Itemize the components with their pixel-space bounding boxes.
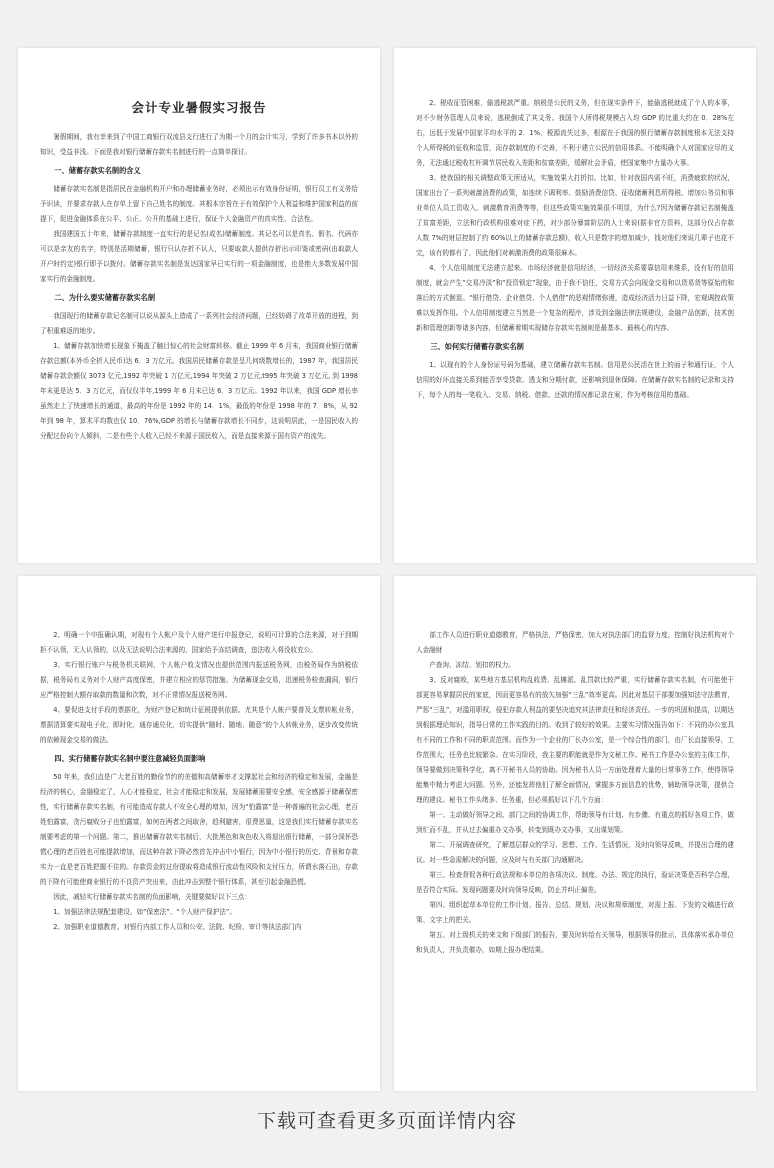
paragraph: 4、要促进支付手段的票据化，为财产登记和统计征税提供依据。尤其是个人帐户要普及支票转帐业务，票据清算要实现电子化，即时化，通存通兑化，切实提供“随时、随地、随意”的个人转帐业务，逐步改变传统的依赖现金交易的做法。 xyxy=(40,706,358,744)
paragraph: 第一、主动做好领导之间、部门之间的协调工作，帮助领导有计划、有步骤、有重点的抓好各项工作，做到忙而不乱，并从过去偏重办文办事，转变到既办文办事，又出谋划策。 xyxy=(416,811,734,834)
paragraph: 我国建国五十年来，储蓄存款制度一直实行的是记名(或名)储蓄制度。其记名可以是真名、假名、代码亦可以是亲友的名字，特别是活期储蓄，银行只认存折不认人，只要取款人提供存折出示印鉴或密码(由取款人开户时约定)银行即予以拨付。储蓄存款实名制是发达国家早已实行的一项金融制度，也是绝大多数发展中国家实行的金融制度。 xyxy=(40,230,358,283)
section-heading: 三、如何实行储蓄存款实名制 xyxy=(430,342,524,351)
paragraph: 50 年来，我们直是广大老百姓的勤俭节约的美德和高储蓄率才支撑起社会和经济的稳定和发展，金融是经济的核心，金融稳定了，人心才能稳定，社会才能稳定和发展，发展储蓄需要安全感，安全感源于储蓄保密性，实行储蓄存款实名制，有可能造成存款人不安全心理的增加，因为“怕露富”是一种普遍的社会心理，老百姓怕露富，贪污腐败分子也怕露富，如何在两者之间取舍，趋利避害，很费思量，这是我们实行储蓄存款实名制要考虑的第一个问题。第二，推出储蓄存款实名制后，大批黑色和灰色收入将退出银行储蓄，一部分深怀恐慌心理的老百姓也可能提款增加，而这种存款下降必然首先冲击中小银行，因为中小银行的历史、背景和存款实力一直是老百姓把握不住的。存款资金的过份提取将造成银行流动性风险和支付压力，所谓水落石出，存款的下降有可能使商业银行的不良资产突出来，由此冲击到整个银行体系，甚至引起金融恐慌。 xyxy=(40,773,358,886)
paragraph: 2、税收征管困难，偷逃税款严重。纳税是公民的义务，但在现实条件下，能偷逃税就成了个人的本事，对不少财务管理人员来说，逃税倒成了其义务。我国个人所得税规模占入均 GDP 的比重大约在 0．28%左右，远低于发展中国家平均水平的 2．1%，税源流失过多，根源在于我国的银行储蓄存款制度根本无法支持个人所得税的征收和监管，而存款制度的不完善，不利于建立公民的信用体系。不能明确个人对国家应尽的义务，无法通过税收杠杆调节居民收入差距和贫富差距，缓解社会矛盾，使国家集中力量办大事。 xyxy=(416,99,734,167)
document-page-1 xyxy=(18,48,380,563)
paragraph: 产查询、冻结、划扣的权力。 xyxy=(429,661,515,669)
download-more-link[interactable]: 下载可查看更多页面详情内容 xyxy=(256,1110,517,1132)
paragraph: 1、以现有的个人身份证号码为基础，建立储蓄存款实名制。信用是公民活在世上的面子和通行证，个人信用的好坏直接关系到能否享受贷款、透支和分期付款，还影响到退休保障。在储蓄存款实名制的记录和支持下，每个人的每一笔收入、交易、纳税、借款、还款的情况都记录在案，作为考核信用的基础。 xyxy=(416,361,734,399)
paragraph: 第三、检查督促各种行政法规和本单位的各项决议、制度、办法、规定的执行，验证决策是否科学合理，是否符合实际。发现问题要及时向领导反映，防止并纠正偏差。 xyxy=(416,871,734,894)
paragraph: 2、加强职业道德教育。对银行内部工作人员和公安、法院、纪检、审计等执法部门内 xyxy=(53,923,302,931)
page-body xyxy=(40,628,358,935)
paragraph: 1、储蓄存款加快增长现象下掩盖了触目惊心的社会财富转移。截止 1999 年 6 月末，我国商业银行储蓄存款总额(本外币全折人民币)达 6．3 万亿元。我国居民储蓄存款是呈几何级数增长的，1987 年，我国居民储蓄存款余额仅 3073 亿元,1992 年突破 1 万亿元,1994 年突破 2 万亿元,t995 年突破 3 万亿元, 到 1998 年末更是达 5．3 万亿元，而仅仅半年,1999 年 6 月末已达 6．3 万亿元。1992 年以来，我国 GDP 增长率虽然走上了快速增长的通道，最高的年份是 1992 年的 14．1%，最低的年份是 1998 年的 7．8%，从 92 年到 98 年，算术平均数也仅 10．76%,GDP 的增长与储蓄存款增长不同步，这说明居此，一是国民收入的分配过份向个人倾斜，二是有些个人收入已经不来源于国民收入，而是直接来源于国有资产的流失。 xyxy=(40,342,358,440)
paragraph: 第五、对上级机关的来文和下级部门的报告，要及时转给有关领导，根据领导的批示，具体落实承办单位和负责人，并负责催办，如期上报办理结果。 xyxy=(416,931,734,954)
paragraph: 3、使我国的相关调整政策无所适从，实施效果大打折扣。比如，针对我国内需不旺，消费疲软的状况，国家出台了一系列刺激消费的政策，如连续下调利率、鼓励消费信贷、征收储蓄利息所得税、增加公务员和事业单位人员工资收入、刺激教育消费等等，但这些政策实施效果很不明显，为什么?因为储蓄存款记名制掩盖了贫富差距，立法和行政机构很难对症下药，对少部分暴富阶层的人士来说(据非官方资料，这部分仅占存款人数 7%的财层控制了约 60%以上的储蓄存款总额)，收入只是数字的增加减少，钱对他们来说几辈子也花不完，该有的都有了，因此他们对刺激消费的政策很麻木。 xyxy=(416,174,734,257)
document-page-4 xyxy=(394,576,756,1091)
paragraph: 4、个人信用制度无法建立起来。市场经济就是信用经济，一切经济关系要靠信用来维系，没有好的信用制度，就会产生“交易冷淡”和“投资锁定”现象，由于我不信任，交易方式会向现金交易和以货易货等原始的和落后的方式倒退。“银行借贷、企业借贷、个人借借”的恶观情绪弥漫，造成经济活力日益下降，宏观调控政策难以发挥作用。个人信用制度建立当然是一个复杂的程序，涉及到金融法律法规建设，金融产品创新，技术创新和管理创新等诸多内容，但储蓄着期实现储存存款实名制则是最基本、最核心的内容。 xyxy=(416,264,734,332)
paragraph: 我国现行的储蓄存款记名制可以说从源头上造成了一系列社会经济问题，已经妨碍了改革开放的进程，到了积重难返的地步。 xyxy=(40,312,358,335)
document-title: 会计专业暑假实习报告 xyxy=(131,100,267,115)
paragraph: 因此，减轻实行储蓄存款实名制的负面影响，关键要做好以下三点： xyxy=(53,893,251,901)
section-heading: 四、实行储蓄存款实名制中要注意减轻负面影响 xyxy=(54,754,206,763)
paragraph: 3、实行银行账户与税务机关联网，个人帐户收支情况也提供范围内报送税务网，由税务局作为纳税依据，税务局有义务对个人财产高度保密，并建立相应的惩罚措施。为储蓄现金交易，迅速税务检查漏洞，银行应严格控制大额存取款的数量和次数，对不正常情况报送税务网。 xyxy=(40,661,358,699)
paragraph: 储蓄存款实名制是指居民在金融机构开户和办理储蓄业务时，必须出示有效身份证明，银行员工有义务给予识读，并要求存款人在存单上留下自己姓名的制度。其根本宗旨在于有效保护个人利益和维护国家利益的前提下，促进金融体系在公平、公正、公开的基础上进行，保证个人金融资产的真实性、合法性。 xyxy=(40,185,358,223)
paragraph: 第二、开展调查研究，了解基层群众的学习、思想、工作、生活情况，及时向领导反映，并提出合理的建议。对一些急需解决的问题，应及时与有关部门沟通解决。 xyxy=(416,841,734,864)
document-page-3 xyxy=(18,576,380,1091)
paragraph: 第四、组织起草本单位的工作计划、报告、总结、规划、决议和规章制度，对需上报、下发的文稿进行政策、文字上的把关。 xyxy=(416,901,734,924)
paragraph: 2、明确一个申报确认期，对现有个人帐户及个人财产进行申报登记，说明可计算的合法来源，对于到期拒不认领，无人认领的，以及无法说明合法来源的，国家给予冻结调查，违法收入将没收充公。 xyxy=(40,631,358,654)
paragraph: 暑假期间，我有幸来到了中国工商银行双流县支行进行了为期一个月的会计实习，学到了许多书本以外的知识，受益非浅。下面是我对银行储蓄存款实名制进行的一点简单探讨。 xyxy=(40,133,358,156)
section-heading: 一、储蓄存款实名制的含义 xyxy=(54,166,141,175)
page-body xyxy=(416,628,734,958)
paragraph: 3、反对腐败，某些地方基层机构乱收费、乱摊派、乱罚款比较严重，实行储蓄存款实名制，有可能使干部更容易掌握居民的家底，因而更容易有的放矢加强“三乱”效率更高。因此对基层干部要加强知法守法教育，严惩“三乱”，对滥用职权，侵犯存款人利益的要坚决追究其法律责任和经济责任。一步的巩固和提高，以期达到根据理论知识，指导日常的工作实践的目的。收到了较好的效果。主要实习情况报告如下：不同的办公室具有不同的工作和不同的职责范围。而作为一个企业的厂长办公室，是一个综合性的部门，由厂长直接领导，工作范围大，任务也比较繁杂。在实习阶段，我主要的职能就是作为文秘工作。秘书工作是办公室的主体工作，领导要做到决策科学化，离不开秘书人员的协助。因为秘书人员一方面处理着大量的日常事务工作，使得领导能集中精力考虑大问题。另外，还能发挥他们了解全面情况，掌握多方面信息的优势，辅助领导决策，提供合理的建议。秘书工作头绪多、任务重，但必须抓好以下几个方面： xyxy=(416,676,734,804)
page-body xyxy=(416,96,734,403)
paragraph: 部工作人员进行职业道德教育，严格执法，严格保密，加大对执法部门的监督力度，控制好执法机构对个人金融财 xyxy=(416,631,734,654)
document-page-2 xyxy=(394,48,756,563)
page-body xyxy=(40,130,358,444)
paragraph: 1、加强法律法规配套建设。如“保密法”、“个人财产保护法”。 xyxy=(53,908,236,916)
section-heading: 二、为什么要实储蓄存款实名制 xyxy=(54,293,156,302)
